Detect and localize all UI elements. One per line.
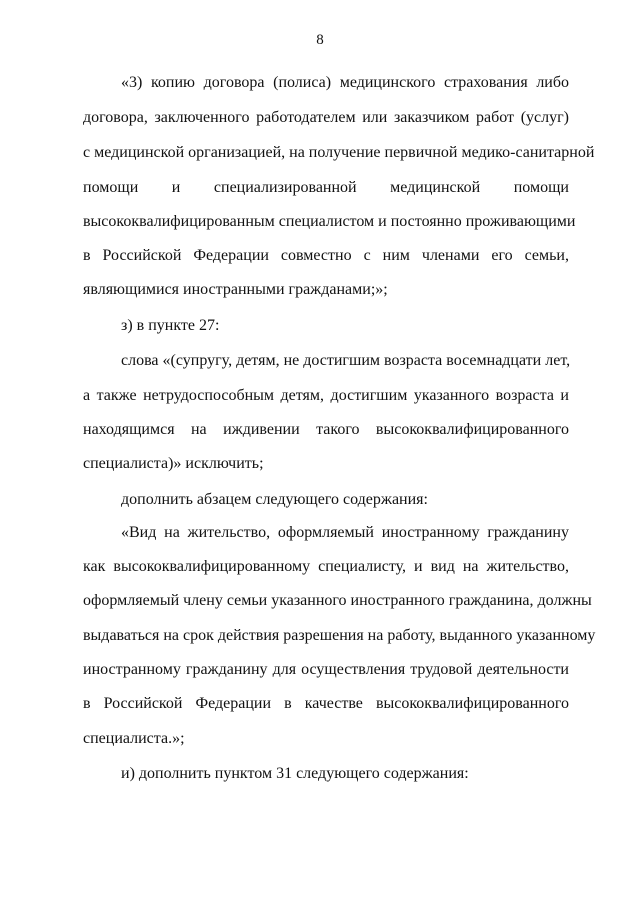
paragraph-1-line-5: высококвалифицированным специалистом и постоянно проживающими — [83, 213, 576, 230]
paragraph-1-line-4: помощи и специализированной медицинской помощи — [83, 179, 569, 196]
paragraph-5-line-3: оформляемый члену семьи указанного иностранного гражданина, должны — [83, 592, 592, 609]
paragraph-5-line-2: как высококвалифицированному специалисту, и вид на жительство, — [83, 558, 569, 575]
paragraph-3-line-3: находящимся на иждивении такого высококвалифицированного — [83, 421, 569, 438]
paragraph-1-line-3: с медицинской организацией, на получение первичной медико-санитарной — [83, 144, 595, 161]
paragraph-1-line-7: являющимися иностранными гражданами;»; — [83, 281, 388, 298]
paragraph-5-line-7: специалиста.»; — [83, 730, 185, 747]
paragraph-5-line-1: «Вид на жительство, оформляемый иностранному гражданину — [121, 524, 569, 541]
paragraph-3-line-1: слова «(супругу, детям, не достигшим возраста восемнадцати лет, — [121, 352, 571, 369]
paragraph-4-line-1: дополнить абзацем следующего содержания: — [121, 491, 428, 508]
paragraph-1-line-2: договора, заключенного работодателем или заказчиком работ (услуг) — [83, 109, 569, 126]
page-number: 8 — [316, 32, 324, 48]
paragraph-1-line-6: в Российской Федерации совместно с ним членами его семьи, — [83, 247, 569, 264]
paragraph-3-line-2: а также нетрудоспособным детям, достигшим указанного возраста и — [83, 387, 569, 404]
paragraph-5-line-4: выдаваться на срок действия разрешения на работу, выданного указанному — [83, 627, 596, 644]
paragraph-1-line-1: «3) копию договора (полиса) медицинского страхования либо — [121, 74, 569, 91]
paragraph-6-line-1: и) дополнить пунктом 31 следующего содержания: — [121, 765, 469, 782]
paragraph-5-line-6: в Российской Федерации в качестве высококвалифицированного — [83, 695, 569, 712]
paragraph-2-line-1: з) в пункте 27: — [121, 317, 220, 334]
paragraph-5-line-5: иностранному гражданину для осуществления трудовой деятельности — [83, 661, 569, 678]
paragraph-3-line-4: специалиста)» исключить; — [83, 455, 264, 472]
